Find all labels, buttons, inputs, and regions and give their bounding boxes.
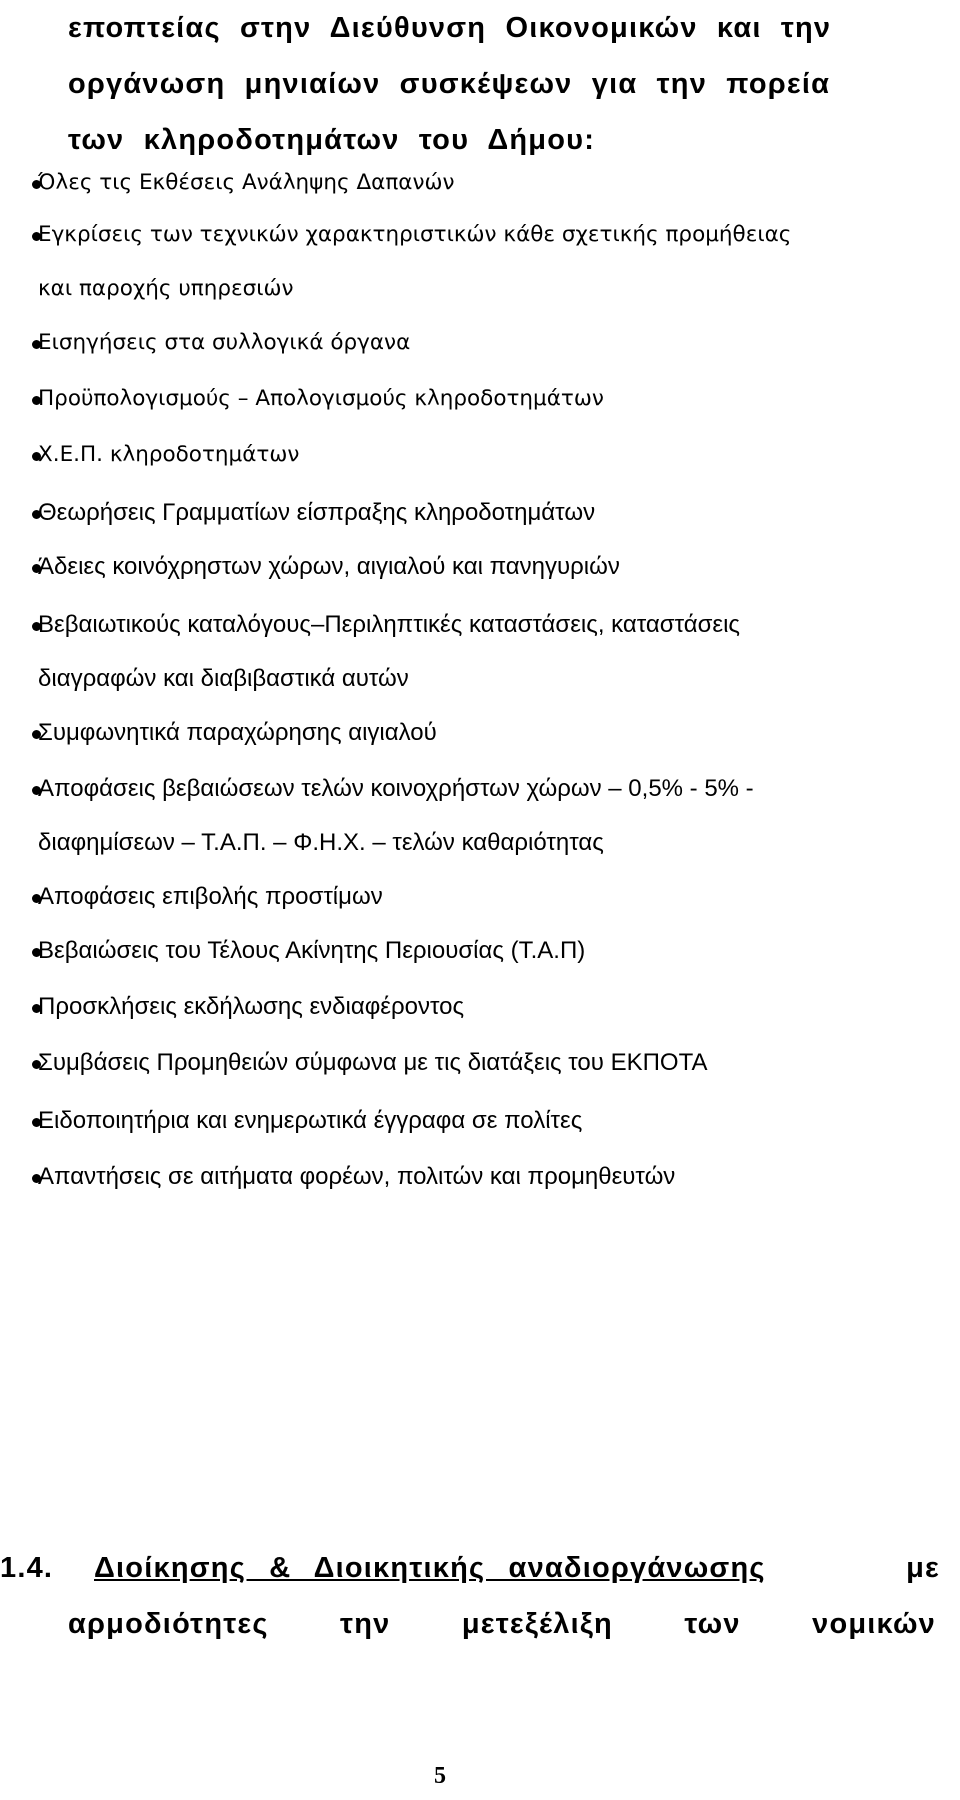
list-item — [38, 1036, 932, 1090]
list-item — [38, 706, 932, 760]
list-item-line: Άδειες κοινόχρηστων χώρων, αιγιαλού και πανηγυριών — [38, 553, 620, 580]
list-item-text — [38, 980, 926, 1034]
list-item — [38, 372, 932, 426]
list-item — [38, 1150, 932, 1204]
section-word: των — [684, 1608, 741, 1640]
list-item — [38, 208, 932, 316]
section-word: νομικών — [812, 1608, 936, 1640]
list-item-text — [38, 924, 926, 978]
list-item — [38, 980, 932, 1034]
list-item-line: Αποφάσεις επιβολής προστίμων — [38, 883, 383, 910]
list-item-line: Ειδοποιητήρια και ενημερωτικά έγγραφα σε πολίτες — [38, 1107, 583, 1134]
list-item-line: διαγραφών και διαβιβαστικά αυτών — [38, 665, 409, 692]
list-item — [38, 156, 932, 210]
list-item-text — [38, 1094, 926, 1148]
list-item-text — [38, 540, 926, 594]
section-number: 1.4. — [0, 1552, 54, 1584]
list-item-text — [38, 486, 926, 540]
list-item-line: Συμφωνητικά παραχώρησης αιγιαλού — [38, 719, 437, 746]
section-word: μετεξέλιξη — [461, 1608, 613, 1640]
list-item-line: Συμβάσεις Προμηθειών σύμφωνα με τις διατάξεις του ΕΚΠΟΤΑ — [38, 1049, 708, 1076]
list-item — [38, 428, 932, 482]
list-item-line: Χ.Ε.Π. κληροδοτημάτων — [38, 442, 300, 467]
list-item-text — [38, 208, 926, 316]
list-item-text — [38, 1150, 926, 1204]
list-item-text — [38, 762, 926, 870]
list-item-line: Βεβαιωτικούς καταλόγους–Περιληπτικές καταστάσεις, καταστάσεις — [38, 611, 740, 638]
list-item-line: Προϋπολογισμούς – Απολογισμούς κληροδοτημάτων — [38, 386, 604, 411]
section-title: Διοίκησης & Διοικητικής αναδιοργάνωσης — [94, 1552, 766, 1584]
section-title-tail: με — [906, 1552, 940, 1584]
list-item-text — [38, 156, 926, 210]
list-item-text — [38, 316, 926, 370]
intro-line: οργάνωση μηνιαίων συσκέψεων για την πορεία — [68, 68, 831, 100]
intro-line: εποπτείας στην Διεύθυνση Οικονομικών και την — [68, 12, 832, 44]
intro-paragraph — [68, 0, 932, 168]
list-item-line: Εγκρίσεις των τεχνικών χαρακτηριστικών κάθε σχετικής προμήθειας — [38, 222, 792, 247]
list-item — [38, 924, 932, 978]
list-item — [38, 598, 932, 706]
section-heading-continuation — [68, 1608, 936, 1641]
list-item-text — [38, 706, 926, 760]
list-item-text — [38, 870, 926, 924]
section-word: την — [340, 1608, 391, 1640]
list-item-line: και παροχής υπηρεσιών — [38, 276, 294, 301]
list-item-text — [38, 1036, 926, 1090]
list-item-line: διαφημίσεων – Τ.Α.Π. – Φ.Η.Χ. – τελών καθαριότητας — [38, 829, 604, 856]
intro-line: των κληροδοτημάτων του Δήμου: — [68, 124, 596, 156]
list-item — [38, 540, 932, 594]
section-word: αρμοδιότητες — [68, 1608, 269, 1640]
list-item-line: Βεβαιώσεις του Τέλους Ακίνητης Περιουσίας (Τ.Α.Π) — [38, 937, 586, 964]
list-item-text — [38, 372, 926, 426]
page-number: 5 — [434, 1763, 446, 1789]
list-item — [38, 870, 932, 924]
list-item — [38, 486, 932, 540]
list-item — [38, 1094, 932, 1148]
list-item — [38, 316, 932, 370]
list-item — [38, 762, 932, 870]
list-item-line: Όλες τις Εκθέσεις Ανάληψης Δαπανών — [38, 170, 455, 195]
list-item-line: Εισηγήσεις στα συλλογικά όργανα — [38, 330, 411, 355]
list-item-line: Αποφάσεις βεβαιώσεων τελών κοινοχρήστων χώρων – 0,5% - 5% - — [38, 775, 754, 802]
list-item-line: Απαντήσεις σε αιτήματα φορέων, πολιτών και προμηθευτών — [38, 1163, 676, 1190]
list-item-line: Θεωρήσεις Γραμματίων είσπραξης κληροδοτημάτων — [38, 499, 596, 526]
list-item-text — [38, 598, 926, 706]
list-item-text — [38, 428, 926, 482]
list-item-line: Προσκλήσεις εκδήλωσης ενδιαφέροντος — [38, 993, 465, 1020]
